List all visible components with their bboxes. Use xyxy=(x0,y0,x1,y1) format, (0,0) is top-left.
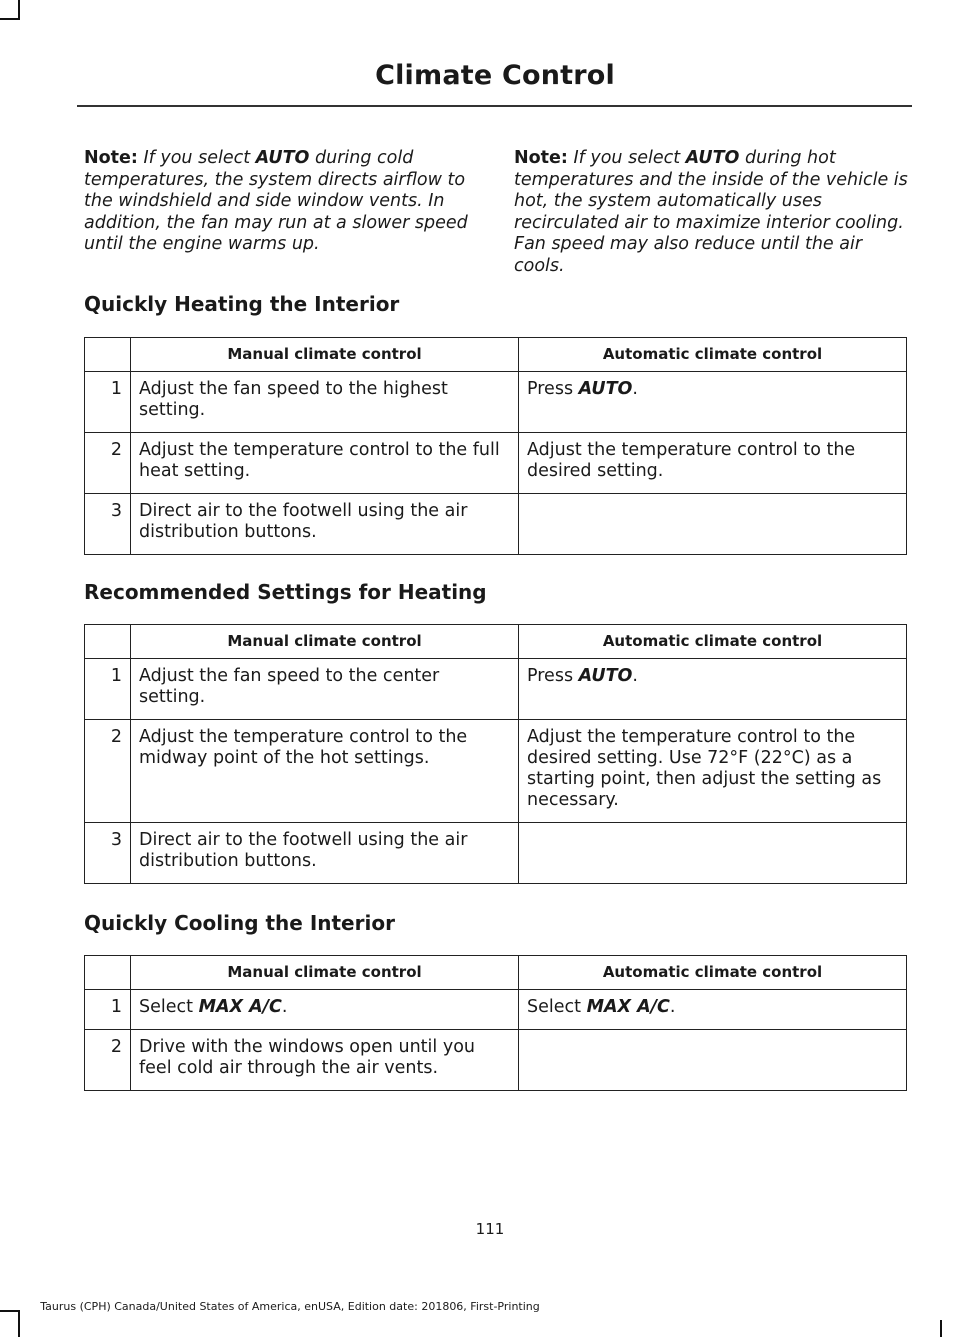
automatic-cell xyxy=(519,494,907,555)
cell-text: . xyxy=(632,666,638,686)
table-row xyxy=(85,1030,907,1091)
manual-cell: Direct air to the footwell using the air distribution buttons. xyxy=(131,494,519,555)
cell-text: Adjust the temperature control to the desired setting. xyxy=(527,440,856,481)
automatic-cell xyxy=(519,433,907,494)
step-number: 1 xyxy=(85,659,131,720)
automatic-cell xyxy=(519,372,907,433)
step-number: 2 xyxy=(85,720,131,823)
table-row xyxy=(85,433,907,494)
crop-mark xyxy=(18,0,20,20)
step-number: 2 xyxy=(85,1030,131,1091)
note-label: Note: xyxy=(514,148,568,168)
note-keyword: AUTO xyxy=(685,148,740,168)
section-title-quick-heating: Quickly Heating the Interior xyxy=(84,292,400,316)
table-header-row xyxy=(85,338,907,372)
column-header xyxy=(85,338,131,372)
manual-cell xyxy=(131,990,519,1030)
cell-text: Select xyxy=(139,997,199,1017)
page-number: 111 xyxy=(475,1220,505,1238)
cell-keyword: AUTO xyxy=(578,666,633,686)
note-text: If you select xyxy=(567,148,686,168)
note-keyword: AUTO xyxy=(255,148,310,168)
section-title-recommended-heating: Recommended Settings for Heating xyxy=(84,580,487,604)
column-header: Automatic climate control xyxy=(519,625,907,659)
table-row xyxy=(85,494,907,555)
table-header-row xyxy=(85,956,907,990)
cell-text: Select xyxy=(527,997,587,1017)
note-left xyxy=(84,148,492,256)
footer-edition: Taurus (CPH) Canada/United States of America, enUSA, Edition date: 201806, First-Printing xyxy=(40,1300,540,1313)
table-row xyxy=(85,720,907,823)
automatic-cell xyxy=(519,1030,907,1091)
column-header xyxy=(85,625,131,659)
column-header: Manual climate control xyxy=(131,338,519,372)
header-divider xyxy=(77,105,912,107)
manual-cell: Drive with the windows open until you feel cold air through the air vents. xyxy=(131,1030,519,1091)
note-text: If you select xyxy=(137,148,256,168)
cell-text: . xyxy=(669,997,676,1017)
note-label: Note: xyxy=(84,148,138,168)
cell-text: Press xyxy=(527,379,579,399)
step-number: 3 xyxy=(85,823,131,884)
step-number: 1 xyxy=(85,372,131,433)
manual-cell: Adjust the temperature control to the full heat setting. xyxy=(131,433,519,494)
table-recommended-heating xyxy=(84,624,907,884)
manual-cell: Direct air to the footwell using the air distribution buttons. xyxy=(131,823,519,884)
note-right xyxy=(514,148,912,277)
automatic-cell xyxy=(519,659,907,720)
cell-keyword: AUTO xyxy=(578,379,633,399)
page-title: Climate Control xyxy=(375,60,615,91)
automatic-cell xyxy=(519,823,907,884)
crop-mark xyxy=(18,1310,20,1337)
note-text: during hot temperatures and the inside of the vehicle is hot, the system automatically uses recirculated air to maximize interior cooling. Fan speed may also reduce until the air cools. xyxy=(514,148,908,276)
section-title-quick-cooling: Quickly Cooling the Interior xyxy=(84,911,395,935)
cell-text: . xyxy=(281,997,288,1017)
note-text: during cold temperatures, the system directs airflow to the windshield and side window vents. In addition, the fan may run at a slower speed until the engine warms up. xyxy=(84,148,468,254)
table-row xyxy=(85,659,907,720)
manual-cell: Adjust the temperature control to the midway point of the hot settings. xyxy=(131,720,519,823)
cell-keyword: MAX A/C xyxy=(586,997,670,1017)
crop-mark xyxy=(0,18,20,20)
table-row xyxy=(85,990,907,1030)
manual-cell: Adjust the fan speed to the highest setting. xyxy=(131,372,519,433)
automatic-cell xyxy=(519,720,907,823)
column-header: Automatic climate control xyxy=(519,338,907,372)
table-quick-heating xyxy=(84,337,907,555)
cell-text: . xyxy=(632,379,638,399)
crop-mark xyxy=(940,1320,942,1337)
table-quick-cooling xyxy=(84,955,907,1091)
step-number: 2 xyxy=(85,433,131,494)
step-number: 1 xyxy=(85,990,131,1030)
cell-text: Adjust the temperature control to the desired setting. Use 72°F (22°C) as a starting point, then adjust the setting as necessary. xyxy=(527,727,882,810)
manual-cell: Adjust the fan speed to the center setting. xyxy=(131,659,519,720)
column-header: Automatic climate control xyxy=(519,956,907,990)
table-header-row xyxy=(85,625,907,659)
column-header: Manual climate control xyxy=(131,625,519,659)
column-header: Manual climate control xyxy=(131,956,519,990)
automatic-cell xyxy=(519,990,907,1030)
table-row xyxy=(85,823,907,884)
cell-text: Press xyxy=(527,666,579,686)
column-header xyxy=(85,956,131,990)
cell-keyword: MAX A/C xyxy=(198,997,282,1017)
step-number: 3 xyxy=(85,494,131,555)
table-row xyxy=(85,372,907,433)
